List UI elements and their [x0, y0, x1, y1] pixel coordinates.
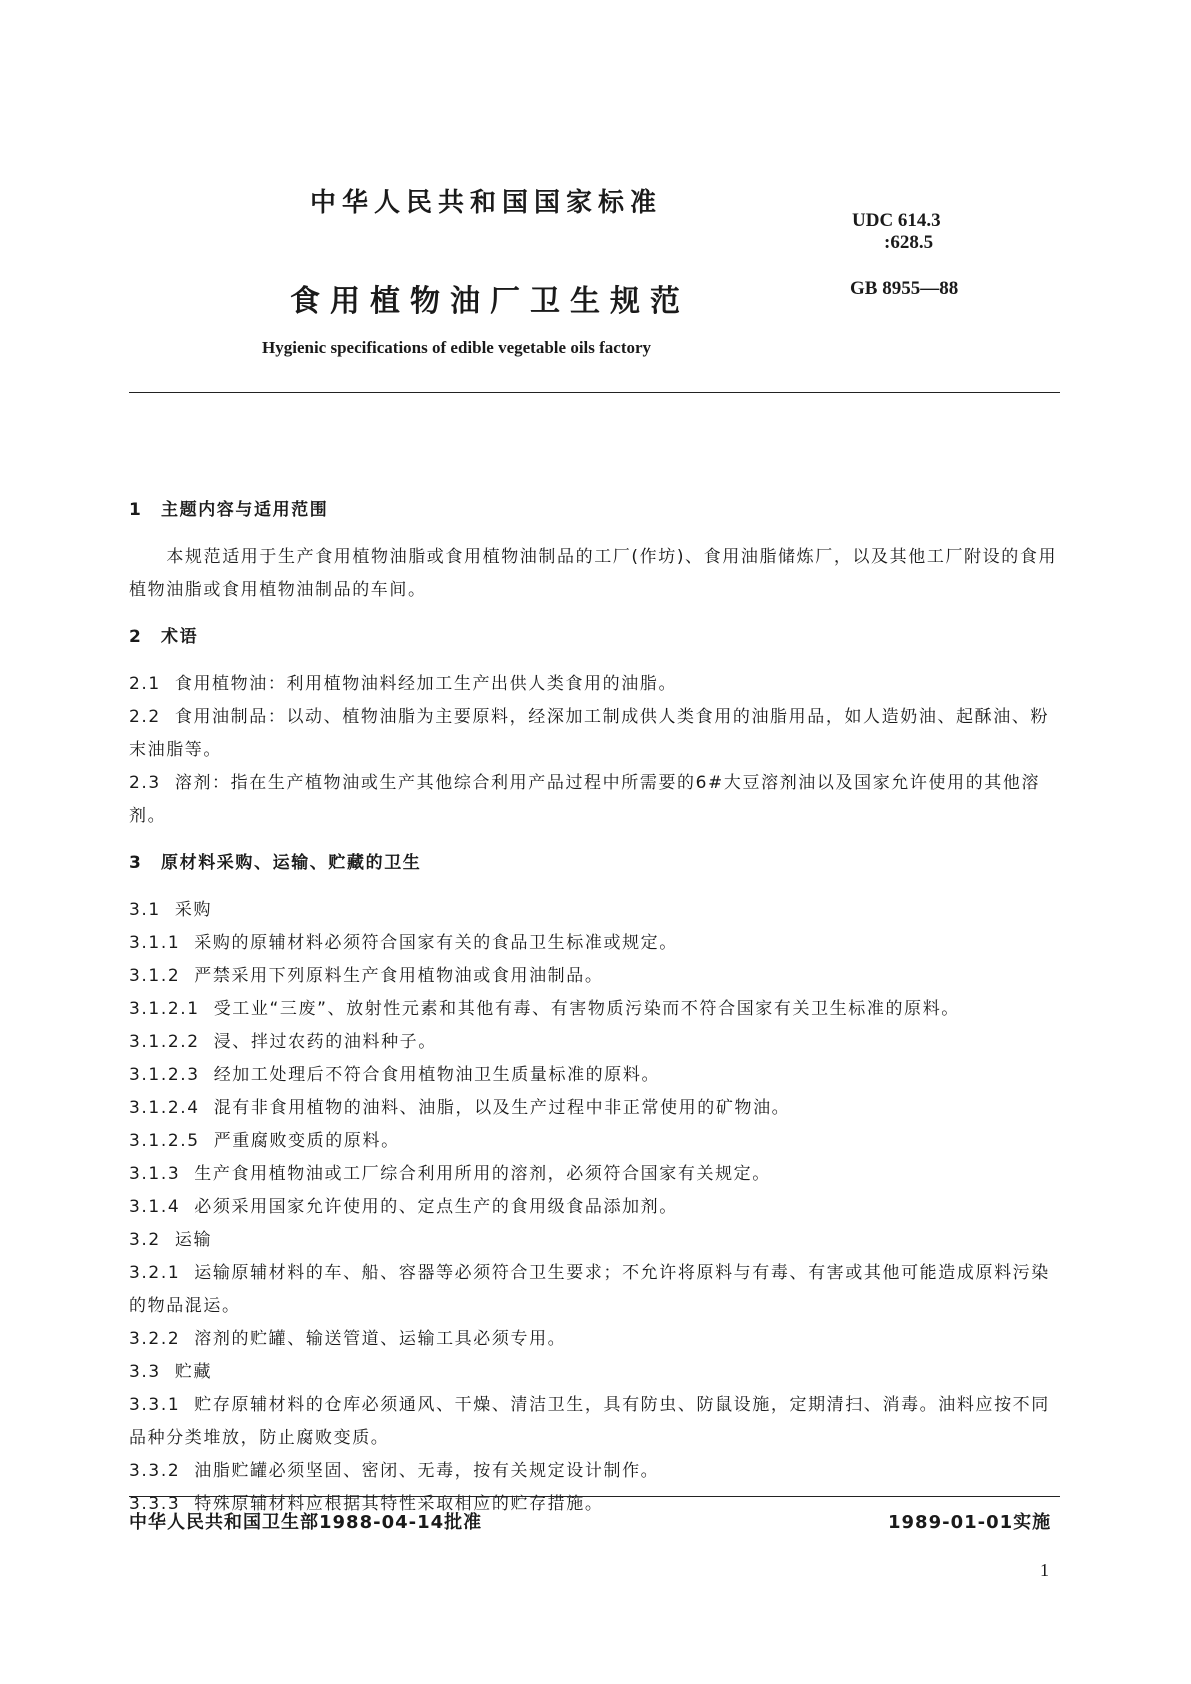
item-number: 2.2 [129, 707, 161, 727]
item-number: 3.3.3 [129, 1494, 181, 1514]
clause-3-1 [129, 894, 1060, 927]
item-text: 贮存原辅材料的仓库必须通风、干燥、清洁卫生，具有防虫、防鼠设施，定期清扫、消毒。油料应按不同品种分类堆放，防止腐败变质。 [129, 1395, 1050, 1448]
term-2-1 [129, 668, 1060, 701]
clause-3-1-2-5 [129, 1125, 1060, 1158]
udc-line-1: UDC 614.3 [852, 210, 941, 231]
item-text: 特殊原辅材料应根据其特性采取相应的贮存措施。 [194, 1494, 604, 1514]
gb-code: GB 8955—88 [850, 278, 959, 299]
section-number: 2 [129, 627, 143, 647]
item-number: 3.3 [129, 1362, 161, 1382]
item-number: 3.1.2.1 [129, 999, 200, 1019]
section-title: 术语 [161, 627, 199, 647]
clause-3-1-1 [129, 927, 1060, 960]
udc-line-2: :628.5 [884, 232, 934, 253]
document-title: 食用植物油厂卫生规范 [290, 284, 690, 319]
item-number: 3.1.2.5 [129, 1131, 200, 1151]
item-number: 3.2.1 [129, 1263, 181, 1283]
item-text: 采购 [174, 900, 213, 920]
page-number: 1 [1040, 1560, 1049, 1580]
document-body [129, 490, 1060, 1521]
item-number: 3.1.2.4 [129, 1098, 200, 1118]
item-number: 3.3.2 [129, 1461, 181, 1481]
section-number: 3 [129, 853, 143, 873]
item-number: 3.1 [129, 900, 161, 920]
section-title: 原材料采购、运输、贮藏的卫生 [161, 853, 422, 873]
item-number: 3.1.2 [129, 966, 181, 986]
english-title: Hygienic specifications of edible vegetable oils factory [262, 338, 652, 357]
clause-3-2 [129, 1224, 1060, 1257]
clause-3-1-2-2 [129, 1026, 1060, 1059]
footer-divider [129, 1496, 1060, 1497]
term-2-2 [129, 701, 1060, 767]
item-text: 严禁采用下列原料生产食用植物油或食用油制品。 [194, 966, 604, 986]
clause-3-3-1 [129, 1389, 1060, 1455]
item-text: 运输 [174, 1230, 213, 1250]
clause-3-1-4 [129, 1191, 1060, 1224]
clause-3-1-2-1 [129, 993, 1060, 1026]
item-text: 受工业“三废”、放射性元素和其他有毒、有害物质污染而不符合国家有关卫生标准的原料。 [213, 999, 960, 1019]
item-text: 采购的原辅材料必须符合国家有关的食品卫生标准或规定。 [194, 933, 678, 953]
item-text: 浸、拌过农药的油料种子。 [213, 1032, 437, 1052]
item-number: 3.2.2 [129, 1329, 181, 1349]
clause-3-1-2-4 [129, 1092, 1060, 1125]
clause-3-1-2 [129, 960, 1060, 993]
section-number: 1 [129, 500, 143, 520]
section-2-heading [129, 621, 1060, 654]
item-text: 必须采用国家允许使用的、定点生产的食用级食品添加剂。 [194, 1197, 678, 1217]
item-number: 3.1.2.2 [129, 1032, 200, 1052]
item-text: 食用油制品：以动、植物油脂为主要原料，经深加工制成供人类食用的油脂用品，如人造奶油、起酥油、粉末油脂等。 [129, 707, 1050, 760]
item-text: 经加工处理后不符合食用植物油卫生质量标准的原料。 [213, 1065, 661, 1085]
item-text: 溶剂：指在生产植物油或生产其他综合利用产品过程中所需要的6#大豆溶剂油以及国家允许使用的其他溶剂。 [129, 773, 1041, 826]
item-text: 生产食用植物油或工厂综合利用所用的溶剂，必须符合国家有关规定。 [194, 1164, 771, 1184]
header-divider [129, 392, 1060, 393]
item-text: 贮藏 [174, 1362, 213, 1382]
item-text: 溶剂的贮罐、输送管道、运输工具必须专用。 [194, 1329, 567, 1349]
section-title: 主题内容与适用范围 [161, 500, 329, 520]
term-2-3 [129, 767, 1060, 833]
implementation-date: 1989-01-01实施 [888, 1512, 1052, 1533]
item-number: 3.1.4 [129, 1197, 181, 1217]
item-number: 3.3.1 [129, 1395, 181, 1415]
clause-3-2-2 [129, 1323, 1060, 1356]
item-text: 严重腐败变质的原料。 [213, 1131, 400, 1151]
item-number: 2.1 [129, 674, 161, 694]
item-text: 混有非食用植物的油料、油脂，以及生产过程中非正常使用的矿物油。 [213, 1098, 791, 1118]
item-number: 2.3 [129, 773, 161, 793]
item-text: 油脂贮罐必须坚固、密闭、无毒，按有关规定设计制作。 [194, 1461, 660, 1481]
udc-code [852, 210, 941, 254]
clause-3-3 [129, 1356, 1060, 1389]
approval-line: 中华人民共和国卫生部1988-04-14批准 [129, 1512, 483, 1533]
item-text: 食用植物油：利用植物油料经加工生产出供人类食用的油脂。 [174, 674, 678, 694]
item-number: 3.1.3 [129, 1164, 181, 1184]
item-text: 运输原辅材料的车、船、容器等必须符合卫生要求；不允许将原料与有毒、有害或其他可能造成原料污染的物品混运。 [129, 1263, 1050, 1316]
clause-3-1-2-3 [129, 1059, 1060, 1092]
section-1-heading [129, 494, 1060, 527]
item-number: 3.2 [129, 1230, 161, 1250]
section-1-paragraph: 本规范适用于生产食用植物油脂或食用植物油制品的工厂(作坊)、食用油脂储炼厂，以及其他工厂附设的食用植物油脂或食用植物油制品的车间。 [129, 547, 1058, 600]
clause-3-1-3 [129, 1158, 1060, 1191]
clause-3-3-2 [129, 1455, 1060, 1488]
item-number: 3.1.2.3 [129, 1065, 200, 1085]
section-3-heading [129, 847, 1060, 880]
clause-3-2-1 [129, 1257, 1060, 1323]
standard-name: 中华人民共和国国家标准 [310, 188, 663, 218]
item-number: 3.1.1 [129, 933, 181, 953]
